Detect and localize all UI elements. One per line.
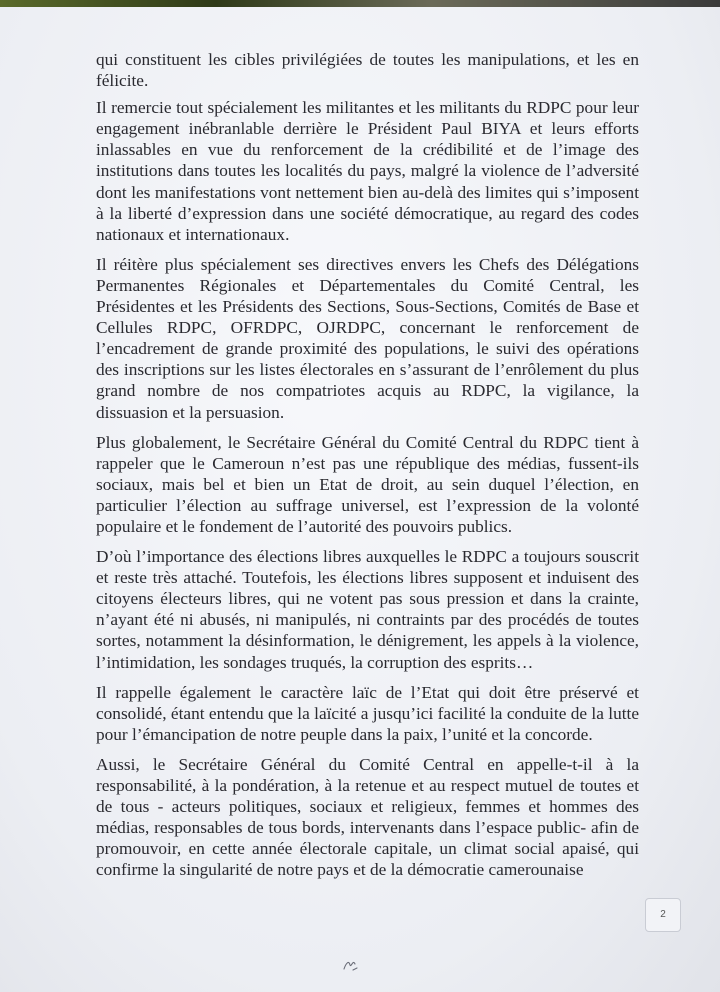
paragraph-6: Il rappelle également le caractère laïc de l’Etat qui doit être préservé et consolidé, étant entendu que la laïcité a jusqu’ici facilité la conduite de la lutte pour l’émancipation de notre peuple dans la paix, l’unité et la concorde. — [96, 682, 639, 744]
top-edge-strip — [0, 0, 720, 7]
paragraph-4: Plus globalement, le Secrétaire Général du Comité Central du RDPC tient à rappeler que le Cameroun n’est pas une république des médias, fussent-ils sociaux, mais bel et bien un Etat de droit, au sein duquel l’élection, en particulier l’élection au suffrage universel, est l’expression de la volonté populaire et le fondement de l’autorité des pouvoirs publics. — [96, 432, 639, 536]
paragraph-7: Aussi, le Secrétaire Général du Comité Central en appelle-t-il à la responsabilité, à la pondération, à la retenue et au respect mutuel de toutes et de tous - acteurs politiques, sociaux et religieux, femmes et hommes des médias, responsables de tous bords, intervenants dans l’espace public- afin de promouvoir, en cette année électorale capitale, un climat social apaisé, qui confirme la singularité de notre pays et de la démocratie camerounaise — [96, 754, 639, 880]
paragraph-3: Il réitère plus spécialement ses directives envers les Chefs des Délégations Permanentes Régionales et Départementales du Comité Central, les Présidentes et les Présidents des Sections, Sous-Sections, Comités de Base et Cellules RDPC, OFRDPC, OJRDPC, concernant le renforcement de l’encadrement de grande proximité des populations, le suivi des opérations des inscriptions sur les listes électorales en s’assurant de l’enrôlement du plus grand nombre de nos compatriotes acquis au RDPC, la vigilance, la dissuasion et la persuasion. — [96, 254, 639, 422]
document-body — [96, 49, 639, 889]
ink-mark-icon — [341, 955, 361, 973]
paragraph-1: qui constituent les cibles privilégiées de toutes les manipulations, et les en félicite. — [96, 50, 639, 91]
page-number: 2 — [645, 898, 681, 932]
paragraph-2: Il remercie tout spécialement les militantes et les militants du RDPC pour leur engagement inébranlable derrière le Président Paul BIYA et leurs efforts inlassables en vue du renforcement de la crédibilité et de l’image des institutions dans toutes les localités du pays, malgré la violence de l’adversité dont les manifestations vont nettement bien au-delà des limites qui s’imposent à la liberté d’expression dans une société démocratique, au regard des codes nationaux et internationaux. — [96, 98, 639, 244]
paragraph-5: D’où l’importance des élections libres auxquelles le RDPC a toujours souscrit et reste très attaché. Toutefois, les élections libres supposent et induisent des citoyens électeurs libres, qui ne votent pas sous pression et dans la crainte, n’ayant été ni abusés, ni manipulés, ni contraints par des procédés de toutes sortes, notamment la désinformation, le dénigrement, les appels à la violence, l’intimidation, les sondages truqués, la corruption des esprits… — [96, 547, 639, 672]
